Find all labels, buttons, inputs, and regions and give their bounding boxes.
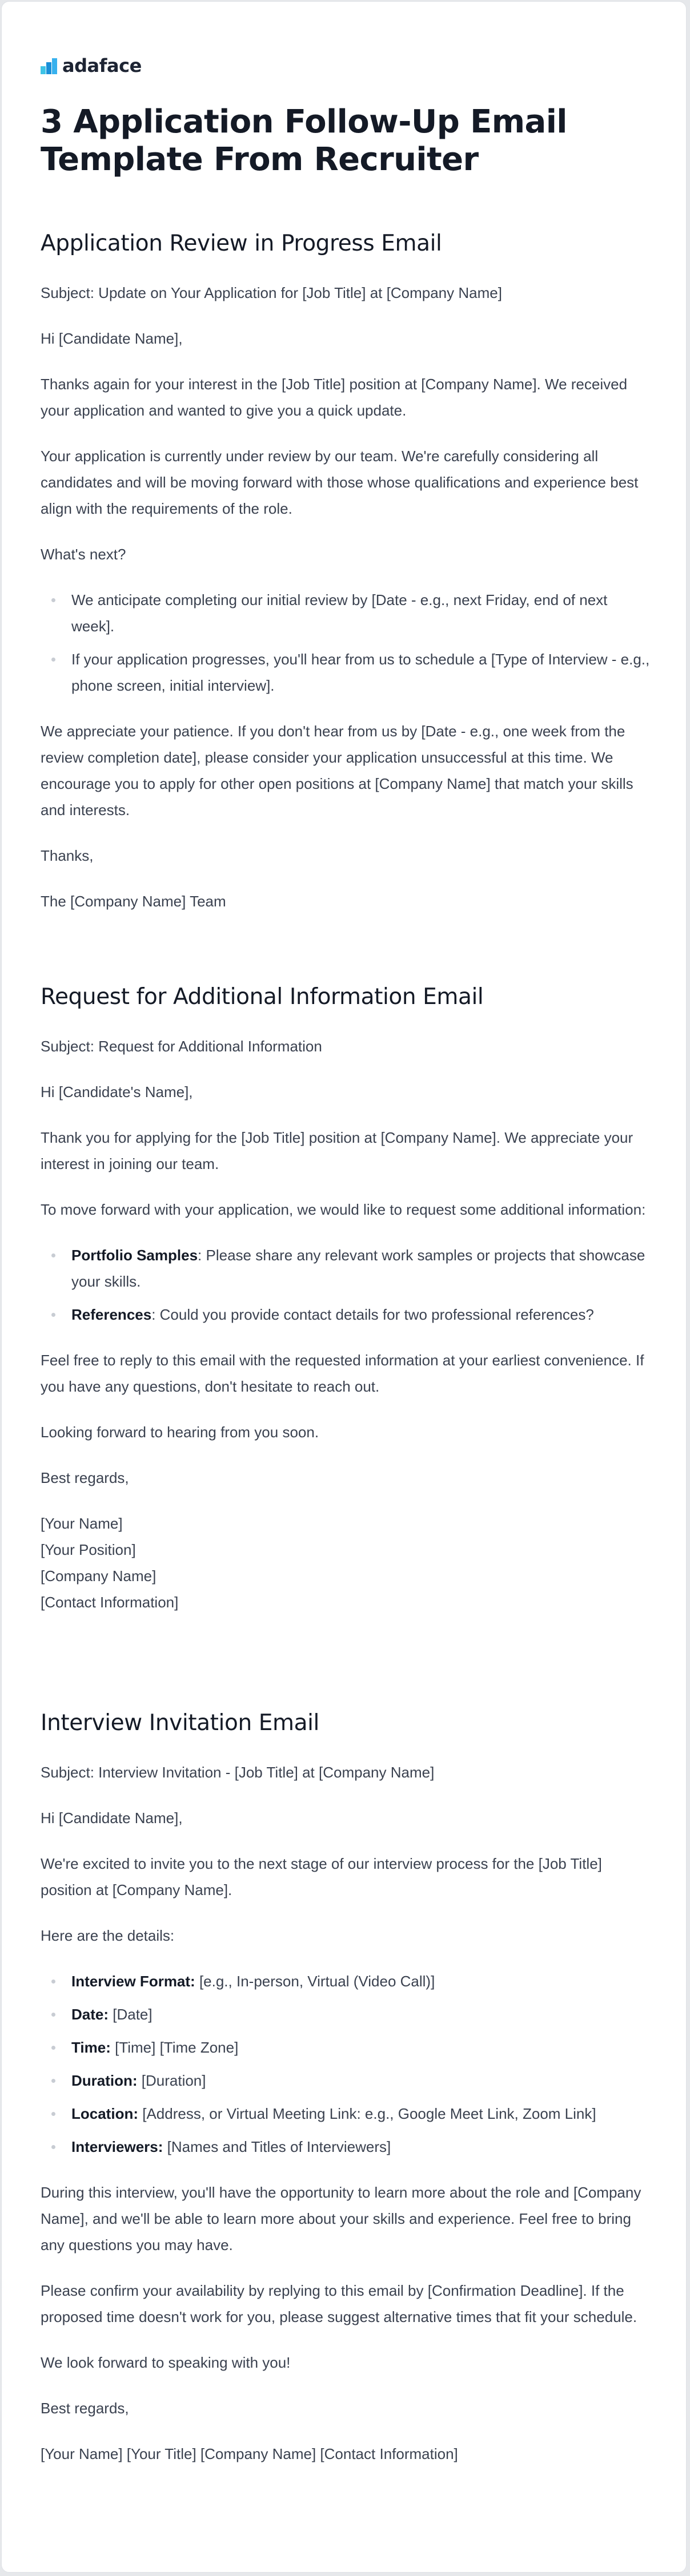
email-closing: Best regards, [41,1469,129,1486]
section-interview-invitation [41,1709,653,2467]
list-item-label: Date: [71,2006,109,2023]
list-item [41,2001,653,2027]
signature-line: [Company Name] [41,1567,157,1585]
email-paragraph: Please confirm your availability by replying to this email by [Confirmation Deadline]. If the proposed time doesn't work for you, please suggest alternative times that fit your schedule. [41,2282,637,2325]
email-paragraph: We're excited to invite you to the next stage of our interview process for the [Job Title] position at [Company Name]. [41,1855,602,1898]
signature-line: [Contact Information] [41,1594,179,1611]
email-signature [41,1510,653,1615]
list-item-text: [Date] [109,2006,153,2023]
list-item-label: References [71,1306,152,1323]
page-title: 3 Application Follow-Up Email Template From Recruiter [41,103,567,178]
list-item-label: Interview Format: [71,1973,195,1990]
list-item-text: : Could you provide contact details for two professional references? [151,1306,594,1323]
email-paragraph: Thanks again for your interest in the [Job Title] position at [Company Name]. We received your application and wanted to give you a quick update. [41,376,628,419]
section-heading: Application Review in Progress Email [41,231,442,256]
list-item [41,1301,653,1328]
email-paragraph: During this interview, you'll have the opportunity to learn more about the role and [Company Name], and we'll be able to learn more about your skills and experience. Feel free to bring any questions you may have. [41,2184,641,2254]
list-item-label: Portfolio Samples [71,1247,198,1264]
list-item [41,2034,653,2061]
adaface-logo-icon [41,57,58,74]
bullet-list [41,587,653,699]
list-item [41,2134,653,2160]
email-paragraph: We appreciate your patience. If you don't hear from us by [Date - e.g., one week from the review completion date], please consider your application unsuccessful at this time. We encourage you to apply for other open positions at [Company Name] that match your skills and interests. [41,723,633,819]
list-item-label: Duration: [71,2072,138,2089]
email-signature: [Your Name] [Your Title] [Company Name] [Contact Information] [41,2445,458,2462]
list-item-label: Interviewers: [71,2138,163,2155]
bullet-list [41,1968,653,2160]
email-subject: Subject: Interview Invitation - [Job Title] at [Company Name] [41,1764,435,1781]
section-heading: Interview Invitation Email [41,1710,319,1736]
list-item-label: Location: [71,2105,138,2122]
email-paragraph: What's next? [41,546,126,563]
list-item-text: : Please share any relevant work samples or projects that showcase your skills. [71,1247,645,1290]
section-review-in-progress [41,229,653,914]
email-greeting: Hi [Candidate Name], [41,330,183,347]
list-item: If your application progresses, you'll hear from us to schedule a [Type of Interview - e.g., phone screen, initial interview]. [41,646,653,699]
section-heading: Request for Additional Information Email [41,984,484,1010]
section-additional-info [41,983,653,1615]
email-paragraph: Looking forward to hearing from you soon. [41,1424,319,1441]
email-paragraph: Thank you for applying for the [Job Title] position at [Company Name]. We appreciate your interest in joining our team. [41,1129,633,1172]
email-paragraph: Your application is currently under review by our team. We're carefully considering all candidates and will be moving forward with those whose qualifications and experience best align with the requirements of the role. [41,448,639,517]
list-item-text: [Names and Titles of Interviewers] [163,2138,391,2155]
list-item-text: [Time] [Time Zone] [110,2039,239,2056]
email-paragraph: Feel free to reply to this email with the requested information at your earliest convenience. If you have any questions, don't hesitate to reach out. [41,1352,644,1395]
list-item-text: [Duration] [137,2072,206,2089]
email-closing: Thanks, [41,847,94,864]
bullet-list [41,1242,653,1328]
list-item [41,2067,653,2094]
email-paragraph: Here are the details: [41,1927,175,1944]
email-subject: Subject: Update on Your Application for [Job Title] at [Company Name] [41,284,502,301]
list-item [41,1242,653,1295]
signature-line: [Your Position] [41,1541,136,1558]
email-subject: Subject: Request for Additional Information [41,1038,322,1055]
list-item-label: Time: [71,2039,111,2056]
list-item: We anticipate completing our initial review by [Date - e.g., next Friday, end of next week]. [41,587,653,639]
email-signature: The [Company Name] Team [41,893,226,910]
list-item [41,1968,653,1994]
list-item [41,2101,653,2127]
article-card [1,1,687,2573]
list-item-text: [e.g., In-person, Virtual (Video Call)] [195,1973,435,1990]
email-closing: Best regards, [41,2400,129,2417]
signature-line: [Your Name] [41,1515,123,1532]
brand-name: adaface [62,55,142,76]
email-paragraph: To move forward with your application, we would like to request some additional information: [41,1201,646,1218]
email-greeting: Hi [Candidate's Name], [41,1083,193,1100]
list-item-text: [Address, or Virtual Meeting Link: e.g., Google Meet Link, Zoom Link] [138,2105,596,2122]
email-greeting: Hi [Candidate Name], [41,1809,183,1827]
email-paragraph: We look forward to speaking with you! [41,2354,291,2371]
adaface-logo[interactable] [41,54,142,77]
